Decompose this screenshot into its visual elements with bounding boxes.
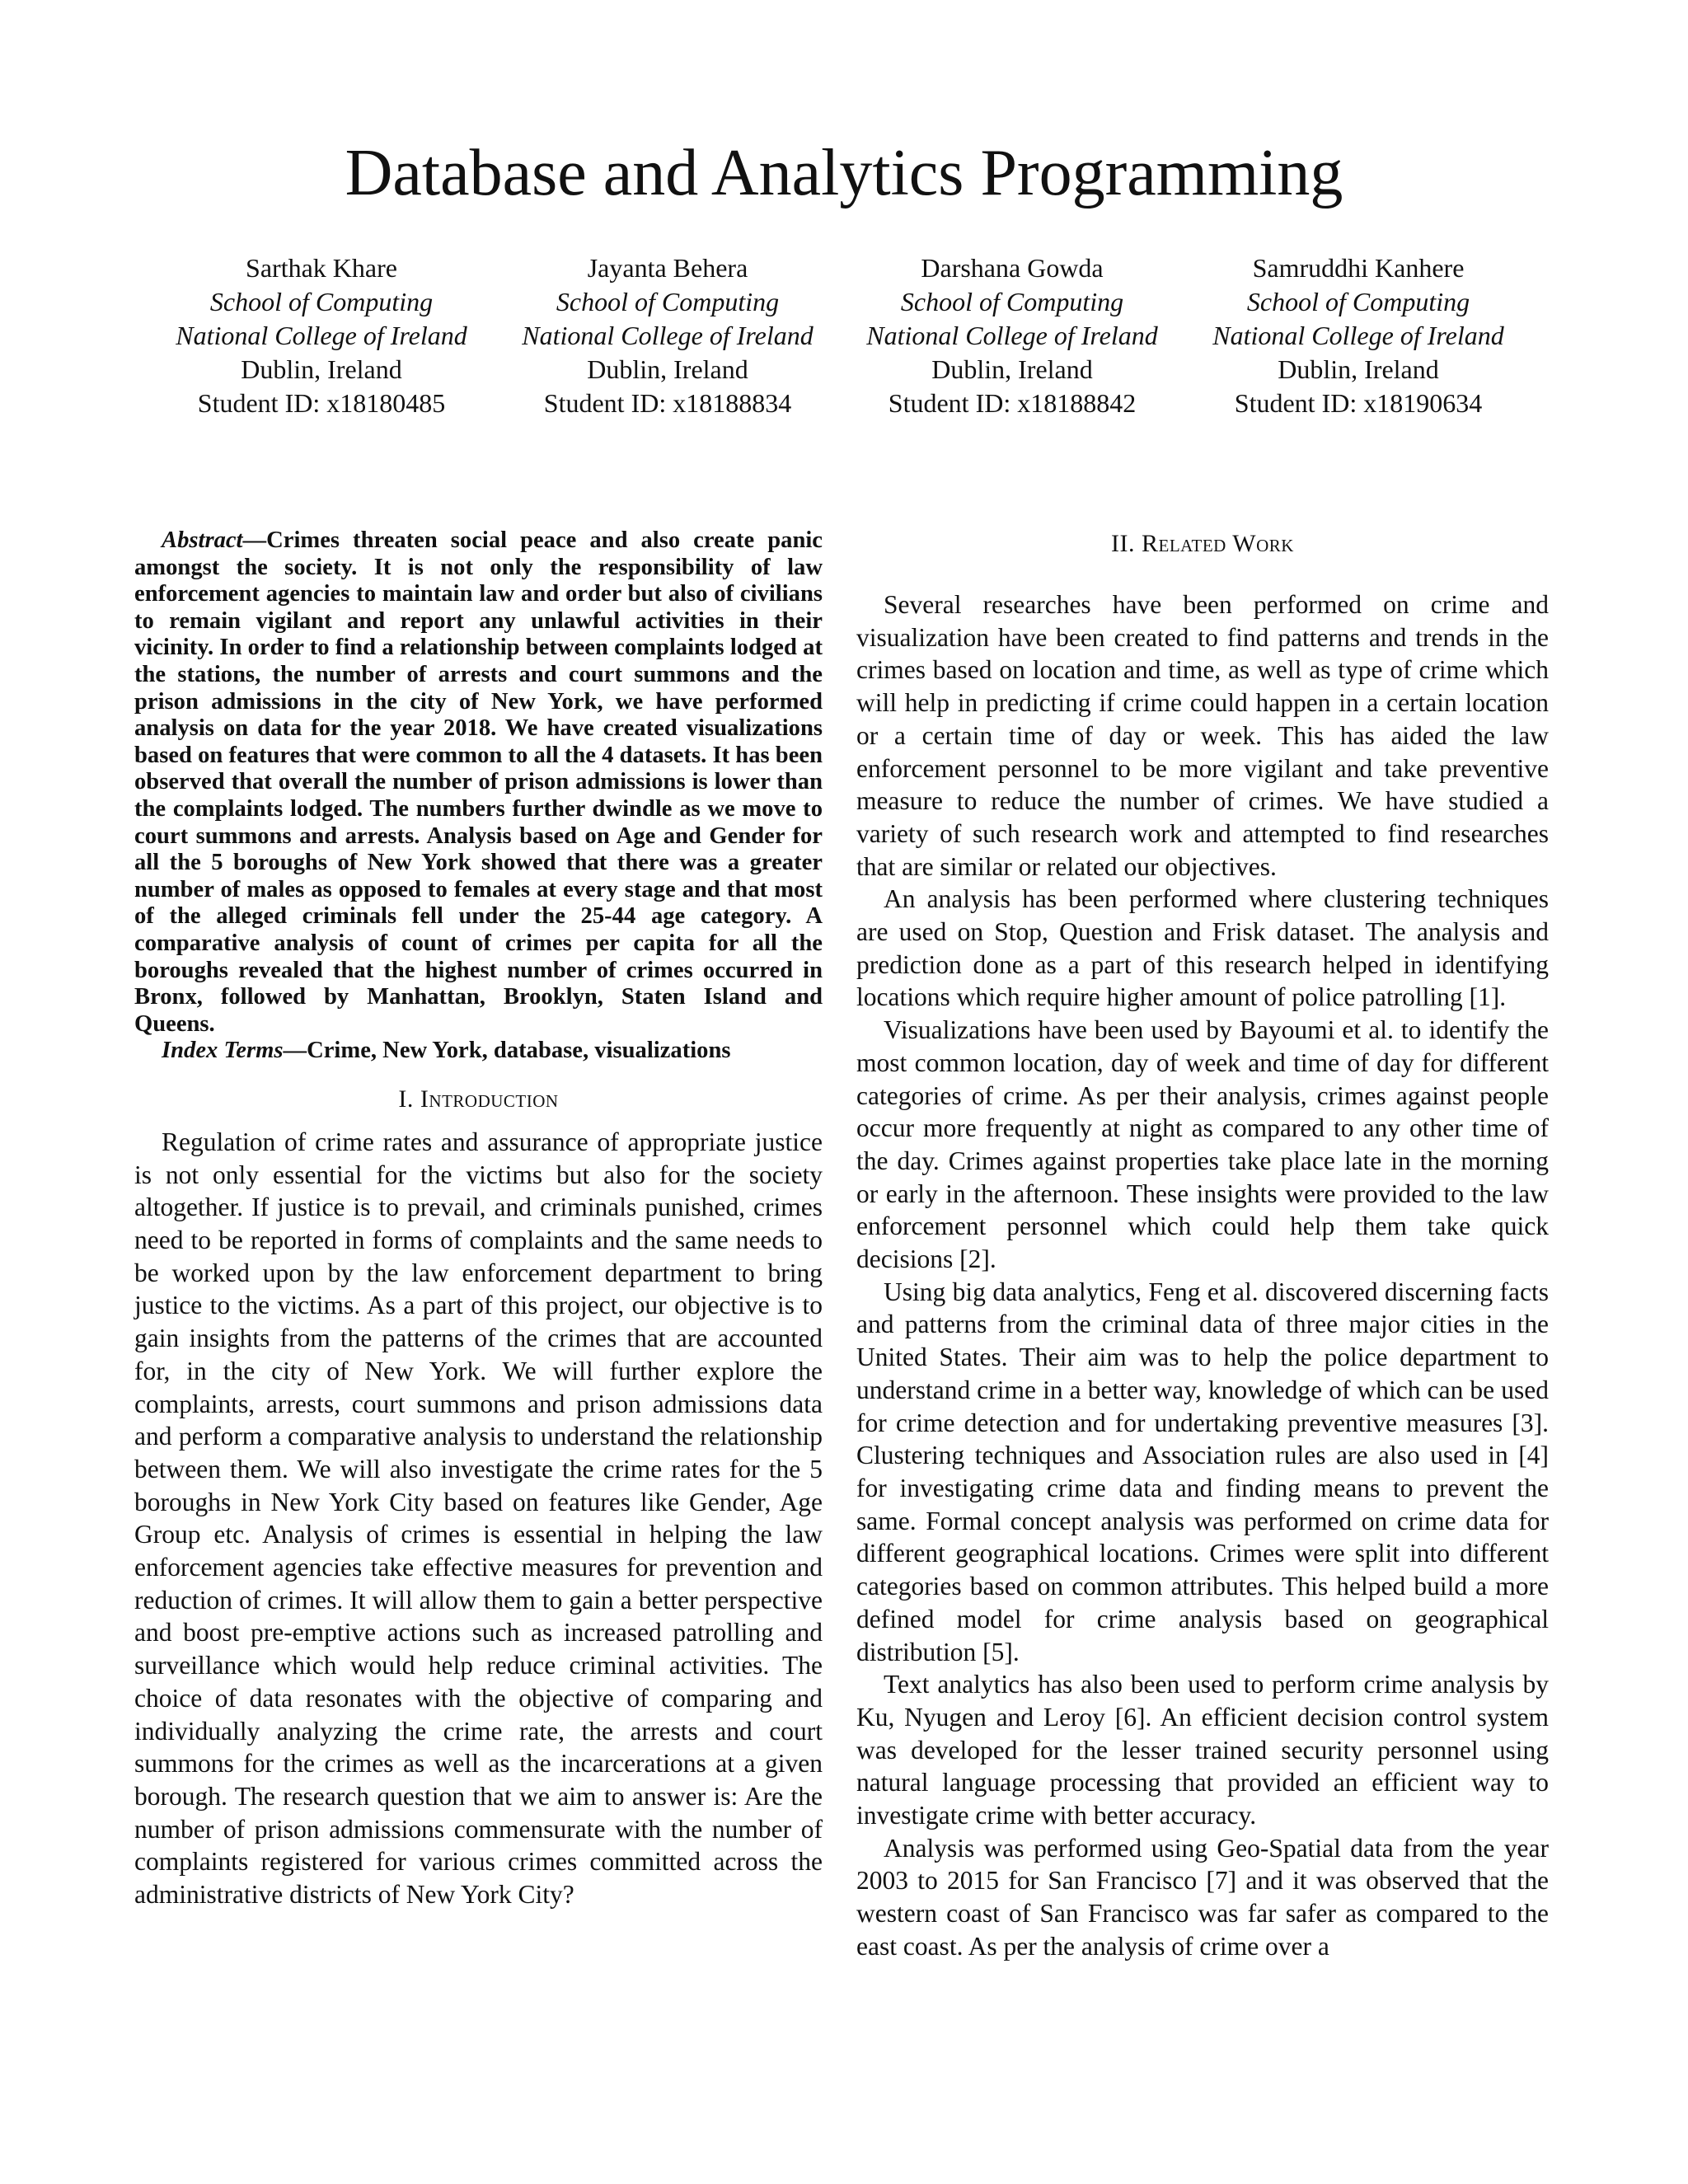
paragraph: Analysis was performed using Geo-Spatial data from the year 2003 to 2015 for San Francisco [7] and it was observed that the western coast of San Francisco was far safer as compared to the east coast. As per the analysis of crime over a: [856, 1833, 1549, 1961]
author-city: Dublin, Ireland: [587, 354, 748, 384]
author-dept: School of Computing: [556, 287, 780, 316]
index-terms: [134, 1038, 823, 1065]
author-name: Darshana Gowda: [921, 253, 1104, 283]
section-heading-related-work: II. Related Work: [1111, 530, 1294, 557]
author-name: Jayanta Behera: [587, 253, 748, 283]
author-city: Dublin, Ireland: [931, 354, 1093, 384]
author-name: Samruddhi Kanhere: [1252, 253, 1465, 283]
author-org: National College of Ireland: [522, 321, 814, 350]
paragraph: Text analytics has also been used to perform crime analysis by Ku, Nyugen and Leroy [6]. An efficient decision control system was developed for the lesser trained security personnel using natural language processing that provided an efficient way to investigate crime with better accuracy.: [856, 1670, 1549, 1830]
author-1: [148, 251, 495, 420]
right-column: [856, 527, 1549, 1963]
abstract-text: —Crimes threaten social peace and also create panic amongst the society. It is not only the responsibility of law enforcement agencies to maintain law and order but also of civilians to remain vigilant and report any unlawful activities in their vicinity. In order to find a relationship between complaints lodged at the stations, the number of arrests and court summons and the prison admissions in the city of New York, we have performed analysis on data for the year 2018. We have created visualizations based on features that were common to all the 4 datasets. It has been observed that overall the number of prison admissions is lower than the complaints lodged. The numbers further dwindle as we move to court summons and arrests. Analysis based on Age and Gender for all the 5 boroughs of New York showed that there was a greater number of males as opposed to females at every stage and that most of the alleged criminals fell under the 25-44 age category. A comparative analysis of count of crimes per capita for all the boroughs revealed that the highest number of crimes occurred in Bronx, followed by Manhattan, Brooklyn, Staten Island and Queens.: [134, 527, 823, 1037]
author-org: National College of Ireland: [176, 321, 467, 350]
author-2: [495, 251, 841, 420]
author-city: Dublin, Ireland: [1278, 354, 1439, 384]
author-block: [148, 251, 1541, 424]
index-terms-label: Index Terms: [162, 1038, 284, 1064]
author-org: National College of Ireland: [1212, 321, 1504, 350]
paragraph: Using big data analytics, Feng et al. discovered discerning facts and patterns from the criminal data of three major cities in the United States. Their aim was to help the police department to understand crime in a better way, knowledge of which can be used for crime detection and for undertaking preventive measures [3]. Clustering techniques and Association rules are also used in [4] for investigating crime data and finding means to prevent the same. Formal concept analysis was performed on crime data for different geographical locations. Crimes were split into different categories based on common attributes. This helped build a more defined model for crime analysis based on geographical distribution [5].: [856, 1277, 1549, 1666]
author-4: [1185, 251, 1531, 420]
author-org: National College of Ireland: [866, 321, 1158, 350]
author-student-id: Student ID: x18180485: [197, 388, 446, 418]
paper-title: Database and Analytics Programming: [345, 137, 1343, 209]
author-3: [839, 251, 1185, 420]
paragraph: Visualizations have been used by Bayoumi et al. to identify the most common location, day of week and time of day for different categories of crime. As per their analysis, crimes against people occur more frequently at night as compared to any other time of the day. Crimes against properties take place late in the morning or early in the afternoon. These insights were provided to the law enforcement personnel which could help them take quick decisions [2].: [856, 1015, 1549, 1274]
author-student-id: Student ID: x18190634: [1234, 388, 1483, 418]
author-dept: School of Computing: [209, 287, 434, 316]
section-heading-introduction: I. Introduction: [398, 1085, 559, 1113]
left-column: [134, 527, 823, 1911]
author-student-id: Student ID: x18188842: [888, 388, 1137, 418]
abstract: [134, 527, 823, 1038]
abstract-label: Abstract: [162, 527, 243, 553]
index-terms-text: —Crime, New York, database, visualizations: [283, 1038, 731, 1064]
paragraph: Regulation of crime rates and assurance of appropriate justice is not only essential for the victims but also for the society altogether. If justice is to prevail, and criminals punished, crimes need to be reported in forms of complaints and the same needs to be worked upon by the law enforcement department to bring justice to the victims. As a part of this project, our objective is to gain insights from the patterns of the crimes that are accounted for, in the city of New York. We will further explore the complaints, arrests, court summons and prison admissions data and perform a comparative analysis to understand the relationship between them. We will also investigate the crime rates for the 5 boroughs in New York City based on features like Gender, Age Group etc. Analysis of crimes is essential in helping the law enforcement agencies take effective measures for prevention and reduction of crimes. It will allow them to gain a better perspective and boost pre-emptive actions such as increased patrolling and surveillance which would help reduce criminal activities. The choice of data resonates with the objective of comparing and individually analyzing the crime rate, the arrests and court summons for the crimes as well as the incarcerations at a given borough. The research question that we aim to answer is: Are the number of prison admissions commensurate with the number of complaints registered for various crimes committed across the administrative districts of New York City?: [134, 1127, 823, 1910]
paragraph: Several researches have been performed on crime and visualization have been created to find patterns and trends in the crimes based on location and time, as well as type of crime which will help in predicting if crime could happen in a certain location or a certain time of day or week. This has aided the law enforcement personnel to be more vigilant and take preventive measure to reduce the number of crimes. We have studied a variety of such research work and attempted to find researches that are similar or related our objectives.: [856, 590, 1549, 881]
author-dept: School of Computing: [900, 287, 1124, 316]
author-student-id: Student ID: x18188834: [543, 388, 792, 418]
paragraph: An analysis has been performed where clustering techniques are used on Stop, Question and Frisk dataset. The analysis and prediction done as a part of this research helped in identifying locations which require higher amount of police patrolling [1].: [856, 884, 1549, 1012]
author-name: Sarthak Khare: [246, 253, 397, 283]
author-city: Dublin, Ireland: [241, 354, 402, 384]
author-dept: School of Computing: [1246, 287, 1470, 316]
